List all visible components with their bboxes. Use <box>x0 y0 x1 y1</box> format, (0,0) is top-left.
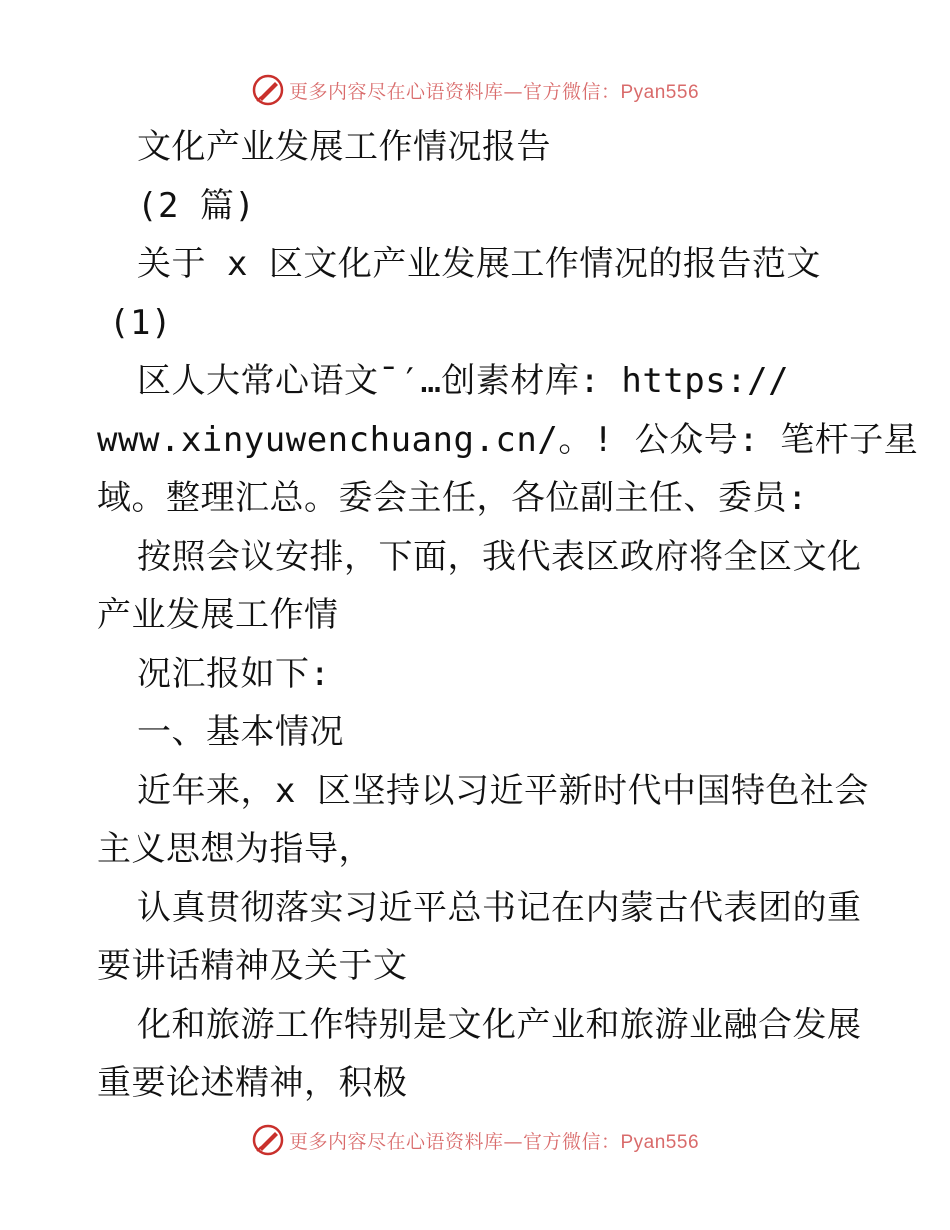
subsection-heading: 一、基本情况 <box>137 712 344 752</box>
quill-logo-icon <box>251 1123 285 1157</box>
document-body <box>97 118 919 1113</box>
section-heading: 关于 x 区文化产业发展工作情况的报告范文 <box>137 244 821 284</box>
paragraph-line: 要讲话精神及关于文 <box>97 946 408 986</box>
paragraph-line: 况汇报如下: <box>137 653 331 694</box>
document-subtitle: (2 篇) <box>137 185 256 226</box>
paragraph-line: 近年来，x 区坚持以习近平新时代中国特色社会 <box>137 770 869 811</box>
quill-logo-icon <box>251 73 285 107</box>
watermark-label: 更多内容尽在心语资料库—官方微信： <box>288 1130 621 1153</box>
watermark-wechat-id: Pyan556 <box>620 81 700 103</box>
watermark-label: 更多内容尽在心语资料库—官方微信： <box>288 80 621 103</box>
section-number: (1) <box>109 302 172 343</box>
watermark-header <box>0 70 950 110</box>
watermark-text <box>289 77 699 104</box>
paragraph-line: 域。整理汇总。委会主任，各位副主任、委员: <box>97 478 808 518</box>
paragraph-line: 认真贯彻落实习近平总书记在内蒙古代表团的重 <box>137 887 862 928</box>
paragraph-line: 重要论述精神，积极 <box>97 1063 408 1103</box>
watermark-wechat-id: Pyan556 <box>620 1131 700 1153</box>
paragraph-line: 区人大常心语文¯′…创素材库: https:// <box>137 361 790 401</box>
paragraph-line: www.xinyuwenchuang.cn/。! 公众号: 笔杆子星 <box>97 419 919 460</box>
document-title: 文化产业发展工作情况报告 <box>137 127 551 167</box>
watermark-text <box>289 1127 699 1154</box>
watermark-footer <box>0 1120 950 1160</box>
paragraph-line: 主义思想为指导， <box>97 829 373 869</box>
paragraph-line: 按照会议安排，下面，我代表区政府将全区文化 <box>137 536 862 577</box>
paragraph-line: 化和旅游工作特别是文化产业和旅游业融合发展 <box>137 1004 862 1045</box>
paragraph-line: 产业发展工作情 <box>97 595 339 635</box>
